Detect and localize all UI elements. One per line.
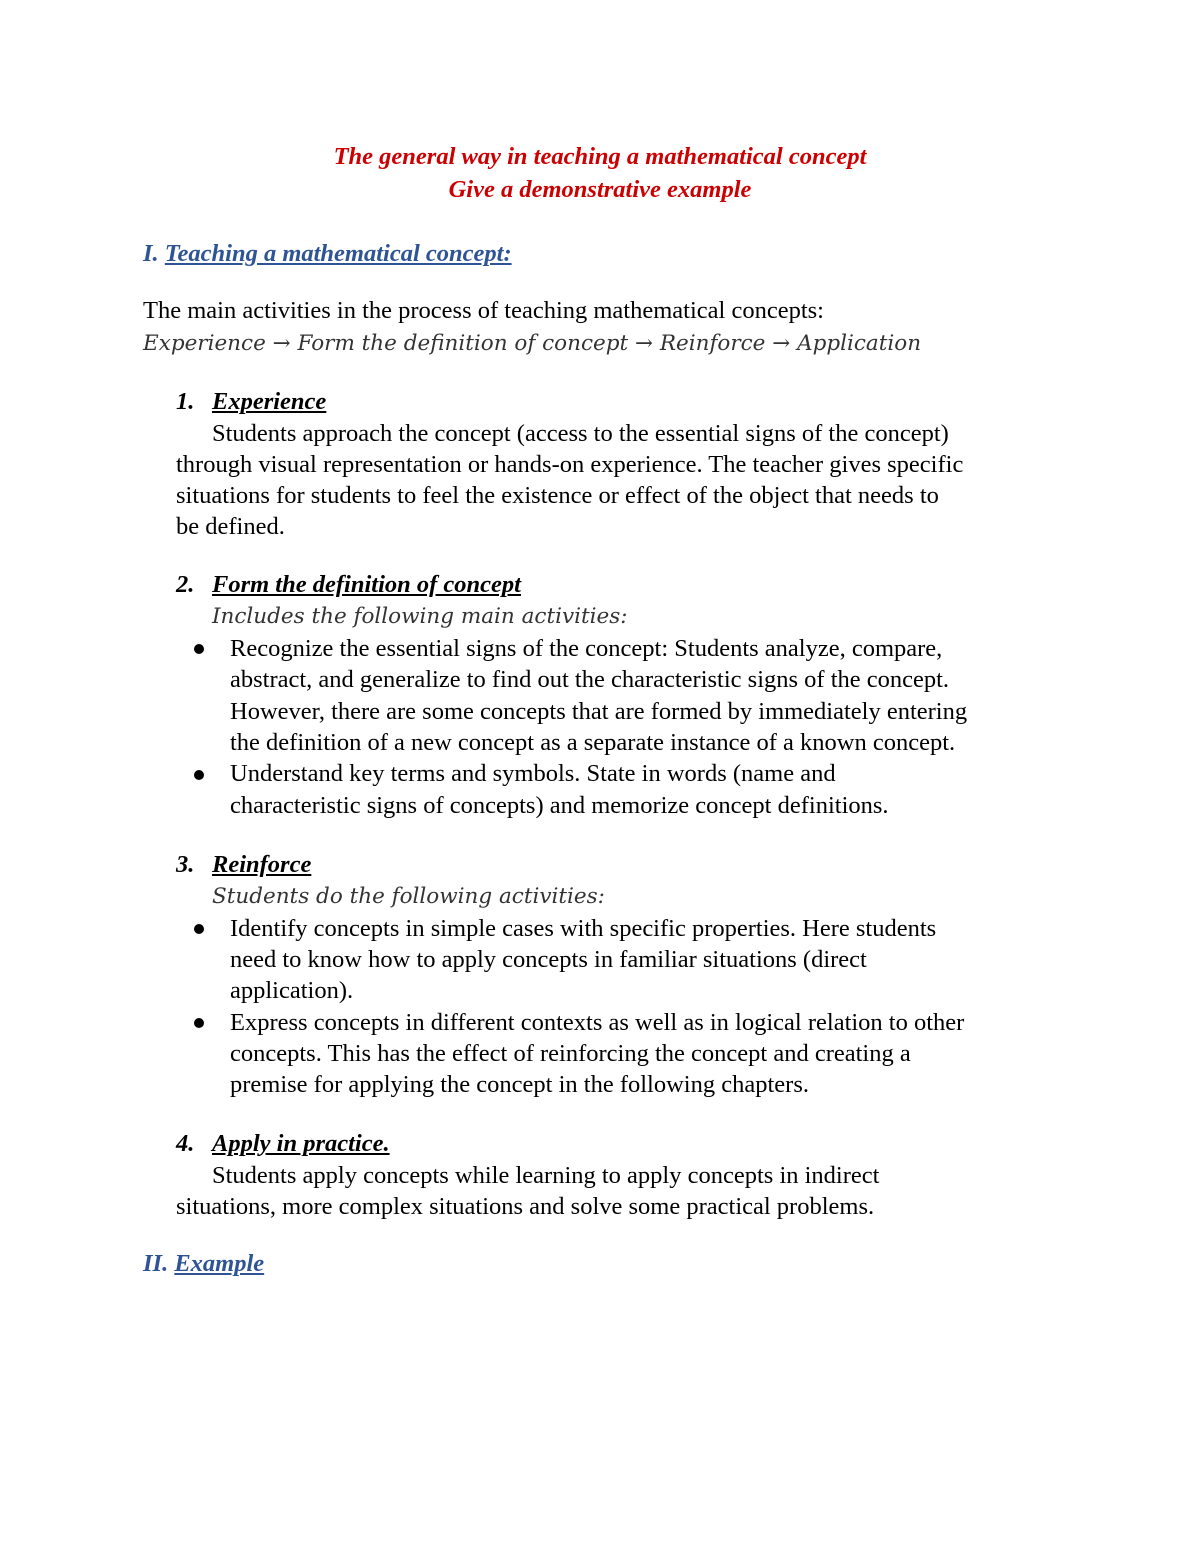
step-4-number: 4. <box>176 1130 195 1157</box>
document-title: The general way in teaching a mathematical concept <box>333 143 867 170</box>
step-2-bullet-1-line-1: Recognize the essential signs of the concept: Students analyze, compare, <box>230 635 943 662</box>
step-2-bullet-1-line-3: However, there are some concepts that are formed by immediately entering <box>230 698 968 725</box>
section-1-heading <box>143 240 512 268</box>
step-2-bullet-1-line-4: the definition of a new concept as a separate instance of a known concept. <box>230 729 956 756</box>
step-1-line-4: be defined. <box>176 513 285 540</box>
step-4-line-1: Students apply concepts while learning to apply concepts in indirect <box>212 1162 880 1189</box>
step-1-line-3: situations for students to feel the existence or effect of the object that needs to <box>176 482 939 509</box>
step-4-heading <box>176 1130 390 1158</box>
document-subtitle: Give a demonstrative example <box>448 176 752 203</box>
step-3-bullet-2-line-2: concepts. This has the effect of reinforcing the concept and creating a <box>230 1040 911 1067</box>
section-2-heading <box>143 1250 264 1278</box>
step-3-number: 3. <box>176 851 195 878</box>
step-2-bullet-2-line-2: characteristic signs of concepts) and memorize concept definitions. <box>230 792 889 819</box>
step-2-bullet-1-line-2: abstract, and generalize to find out the characteristic signs of the concept. <box>230 666 950 693</box>
step-2-heading <box>176 571 521 599</box>
step-2-title: Form the definition of concept <box>212 571 521 598</box>
step-3-bullet-2-line-3: premise for applying the concept in the following chapters. <box>230 1071 809 1098</box>
step-3-bullet-2-line-1: Express concepts in different contexts as well as in logical relation to other <box>230 1009 965 1036</box>
bullet-icon <box>194 1018 204 1028</box>
step-3-heading <box>176 851 311 879</box>
step-3-bullet-1-line-3: application). <box>230 977 354 1004</box>
step-3-bullet-1-line-2: need to know how to apply concepts in familiar situations (direct <box>230 946 867 973</box>
step-1-heading <box>176 388 326 416</box>
activity-flow: Experience → Form the definition of concept → Reinforce → Application <box>143 331 922 356</box>
intro-text: The main activities in the process of teaching mathematical concepts: <box>143 297 824 324</box>
step-3-subtitle: Students do the following activities: <box>212 884 605 909</box>
step-2-subtitle: Includes the following main activities: <box>212 604 628 629</box>
section-2-title: Example <box>174 1250 265 1277</box>
step-1-line-1: Students approach the concept (access to the essential signs of the concept) <box>212 420 949 447</box>
step-2-bullet-2-line-1: Understand key terms and symbols. State in words (name and <box>230 760 836 787</box>
bullet-icon <box>194 770 204 780</box>
step-4-title: Apply in practice. <box>212 1130 390 1157</box>
step-2-number: 2. <box>176 571 195 598</box>
section-1-numeral: I. <box>143 240 159 267</box>
bullet-icon <box>194 644 204 654</box>
step-3-bullet-1-line-1: Identify concepts in simple cases with specific properties. Here students <box>230 915 937 942</box>
step-1-number: 1. <box>176 388 195 415</box>
section-1-title: Teaching a mathematical concept: <box>164 240 512 267</box>
step-3-title: Reinforce <box>212 851 312 878</box>
step-4-line-2: situations, more complex situations and solve some practical problems. <box>176 1193 875 1220</box>
step-1-line-2: through visual representation or hands-on experience. The teacher gives specific <box>176 451 964 478</box>
bullet-icon <box>194 924 204 934</box>
step-1-title: Experience <box>212 388 327 415</box>
section-2-numeral: II. <box>143 1250 169 1277</box>
